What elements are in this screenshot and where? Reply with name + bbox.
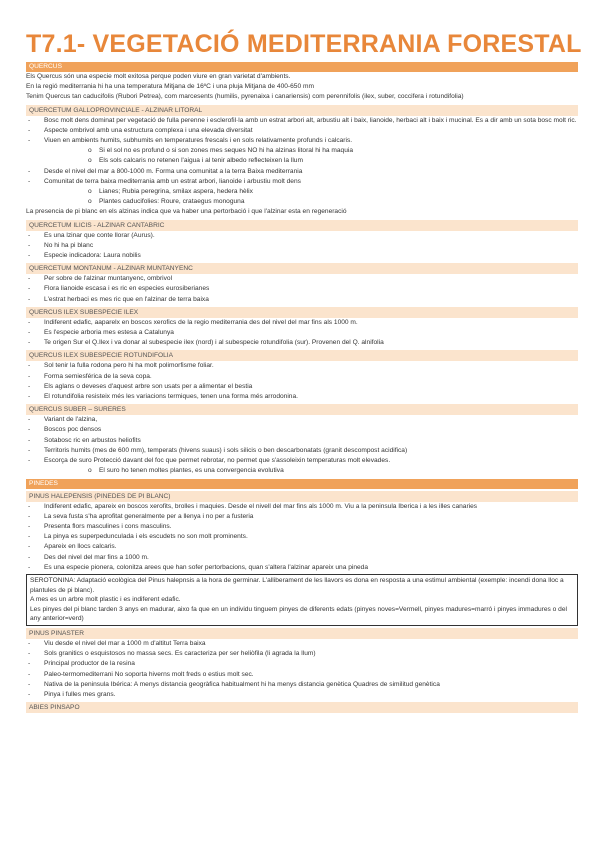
sub-list-item: o Si el sol no es profund o si son zones mes seques NO hi ha alzinas litoral hi ha maquia	[26, 146, 578, 156]
paragraph: En la regió mediterrania hi ha una temperatura Mitjana de 16ºC i una pluja Mitjana de 400-650 mm	[26, 83, 314, 91]
list-item: - El rotundifolia resisteix més les variacions termiques, tenen una forma més arrodonina.	[26, 392, 578, 402]
paragraph: Els Quercus són una especie molt exitosa perque poden viure en gran varietat d'ambients.	[26, 73, 291, 80]
sub-list-item: o Lianes; Rubia peregrina, smilax aspera, hedera hèlix	[26, 187, 578, 197]
bullet-list	[26, 502, 578, 573]
list-item: - Sotabosc ric en arbustos heliofits	[26, 436, 578, 446]
subsection-heading-pinaster: PINUS PINASTER	[26, 628, 578, 639]
bullet-list	[26, 116, 578, 147]
list-item: - Te origen Sur el Q.Ilex i va donar al subespecie ilex (nord) i al subespecie rotundifolia (sur). Provenen del Q. alnifolia	[26, 338, 578, 348]
bullet-list	[26, 361, 578, 402]
subsection-heading-pinsapo: ABIES PINSAPO	[26, 702, 578, 713]
list-item: - Des del nivel del mar fins a 1000 m.	[26, 553, 578, 563]
bullet-list	[26, 318, 578, 349]
list-item: - Bosc molt dens dominat per vegetació de fulla perenne i esclerofil·la amb un estrat arbori alt, arbustiu alt i baix, lianoide, herbaci alt i baix i mucinal. Es a dir amb un sota bosc molt ric.	[26, 116, 578, 126]
section-heading-pinedes: PINEDES	[26, 479, 578, 489]
paragraph: Les pinyes del pi blanc tarden 3 anys en madurar, aixo fa que en un individu tinguem pinyes de diferents edats (pinyes noves=Vermell, pinyes madures=marró i pinyes immadures o del any anterior=verd)	[30, 605, 567, 623]
sub-list-item: o Els sols calcaris no retenen l'aigua i al tenir albedo reflecteixen la llum	[26, 156, 578, 166]
subsection-heading-rotundifolia: QUERCUS ILEX SUBESPECIE ROTUNDIFOLIA	[26, 350, 578, 361]
bullet-list	[26, 639, 578, 700]
list-item: - Presenta flors masculines i cons masculins.	[26, 522, 578, 532]
subsection-heading-halepensis: PINUS HALEPENSIS (PINEDES DE PI BLANC)	[26, 491, 578, 502]
list-item: - Principal productor de la resina	[26, 659, 578, 669]
paragraph: A mes es un arbre molt plastic i es indiferent edafic.	[30, 596, 181, 604]
list-item: - Viu desde el nivel del mar a 1000 m d'altitut Terra baixa	[26, 639, 578, 649]
paragraph: La presencia de pi blanc en els alzinas indica que va haber una pertorbació i que l'alzinar esta en regeneració	[26, 208, 347, 216]
bullet-list	[26, 167, 578, 187]
list-item: - Es una lzinar que conte llorar (Aurus).	[26, 231, 578, 241]
list-item: - No hi ha pi blanc	[26, 241, 578, 251]
paragraph: Tenim Quercus tan caducifolis (Rubori Petrea), com marcesents (humilis, pyrenaixa i canariensis) com perennifolis (ilex, suber, coccifera i rotundifolia)	[26, 93, 464, 101]
list-item: - Comunitat de terra baixa mediterrania amb un estrat arbori, lianoide i arbustiu molt dens	[26, 177, 578, 187]
subsection-heading-galloprovinciale: QUERCETUM GALLOPROVINCIALE - ALZINAR LITORAL	[26, 105, 578, 116]
list-item: - Sols granitics o esquistosos no massa secs. Es caracteriza per ser heliòfila (li agrada la llum)	[26, 649, 578, 659]
bullet-list	[26, 415, 578, 466]
list-item: - Indiferent edafic, apareix en boscos xerofits, brolles i maquies. Desde el nivell del mar fins als 1000 m. Viu a la peninsula Iberica i a les illes canaries	[26, 502, 578, 512]
list-item: - Indiferent edafic, aaparelx en boscos xerofics de la regio mediterrania des del nivel del mar fins als 1000 m.	[26, 318, 578, 328]
list-item: - Aspecte ombrivol amb una estructura complexa i una elevada diversitat	[26, 126, 578, 136]
list-item: - La seva fusta s'ha aprofitat generalmente per a llenya i no per a fusteria	[26, 512, 578, 522]
list-item: - Territoris humits (mes de 600 mm), temperats (hivens suaus) i sols silicis o ben descarbonatats (granit descompost acidifica)	[26, 446, 578, 456]
sub-list-item: o Plantes caducifolies: Roure, crataegus monoguna	[26, 197, 578, 207]
subsection-heading-montanum: QUERCETUM MONTANUM - ALZINAR MUNTANYENC	[26, 263, 578, 274]
list-item: - La pinya es superpedunculada i els escudets no son molt prominents.	[26, 532, 578, 542]
document-page	[26, 30, 582, 713]
sub-bullet-list	[26, 466, 578, 476]
list-item: - Sol tenir la fulla rodona pero hi ha molt polimorfisme foliar.	[26, 361, 578, 371]
list-item: - Es una especie pionera, colonitza arees que han sofer pertorbacions, quan s'altera l'alzinar apareix una pineda	[26, 563, 578, 573]
note-box	[26, 574, 578, 626]
list-item: - Forma semiesférica de la seva copa.	[26, 372, 578, 382]
subsection-heading-ilicis: QUERCETUM ILICIS - ALZINAR CANTABRIC	[26, 220, 578, 231]
sub-bullet-list	[26, 146, 578, 166]
list-item: - Especie indicadora: Laura nobilis	[26, 251, 578, 261]
list-item: - Per sobre de l'alzinar muntanyenc, ombrivol	[26, 274, 578, 284]
list-item: - Viuen en ambients humits, subhumits en temperatures frescals i en sols relativamente profunds i calcaris.	[26, 136, 578, 146]
subsection-heading-suber: QUERCUS SUBER – SURERES	[26, 404, 578, 415]
page-title: T7.1- VEGETACIÓ MEDITERRANIA FORESTAL	[26, 30, 582, 58]
sub-bullet-list	[26, 187, 578, 207]
list-item: - Desde el nivel del mar a 800-1000 m. Forma una comunitat a la terra Baixa mediterrania	[26, 167, 578, 177]
paragraph: SEROTONINA: Adaptació ecològica del Pinus halepnsis a la hora de germinar. L'alliberament de les llavors es dona en resposta a una estimul ambiental (exemple: incendi dona lloc a plantules de pi blanc).	[30, 576, 564, 594]
list-item: - Els aglans o deveses d'aquest arbre son usats per a alimentar el bestia	[26, 382, 578, 392]
list-item: - Pinya i fulles mes grans.	[26, 690, 578, 700]
list-item: - Es l'especie arboria mes estesa a Catalunya	[26, 328, 578, 338]
list-item: - Apareix en llocs calcaris.	[26, 542, 578, 552]
list-item: - Flora lianoide escasa i es ric en especies eurosiberianes	[26, 284, 578, 294]
bullet-list	[26, 274, 578, 305]
list-item: - Paleo-termomediterrani No soporta hiverns molt freds o estius molt sec.	[26, 670, 578, 680]
section-heading-quercus: QUERCUS	[26, 62, 578, 72]
list-item: - Boscos poc densos	[26, 425, 578, 435]
bullet-list	[26, 231, 578, 262]
list-item: - Nativa de la peninsula Ibérica: A menys distancia geogràfica habitualment hi ha menys distancia genètica Quadres de similitud genètica	[26, 680, 578, 690]
list-item: - Variant de l'alzina,	[26, 415, 578, 425]
list-item: - L'estrat herbaci es mes ric que en l'alzinar de terra baixa	[26, 295, 578, 305]
list-item: - Escorça de suro Protecció davant del foc que permet rebrotar, no permet que s'assoleixin temperaturas molt elevades.	[26, 456, 578, 466]
subsection-heading-ilex: QUERCUS ILEX SUBESPECIE ILEX	[26, 307, 578, 318]
sub-list-item: o El suro ho tenen moltes plantes, es una convergencia evolutiva	[26, 466, 578, 476]
